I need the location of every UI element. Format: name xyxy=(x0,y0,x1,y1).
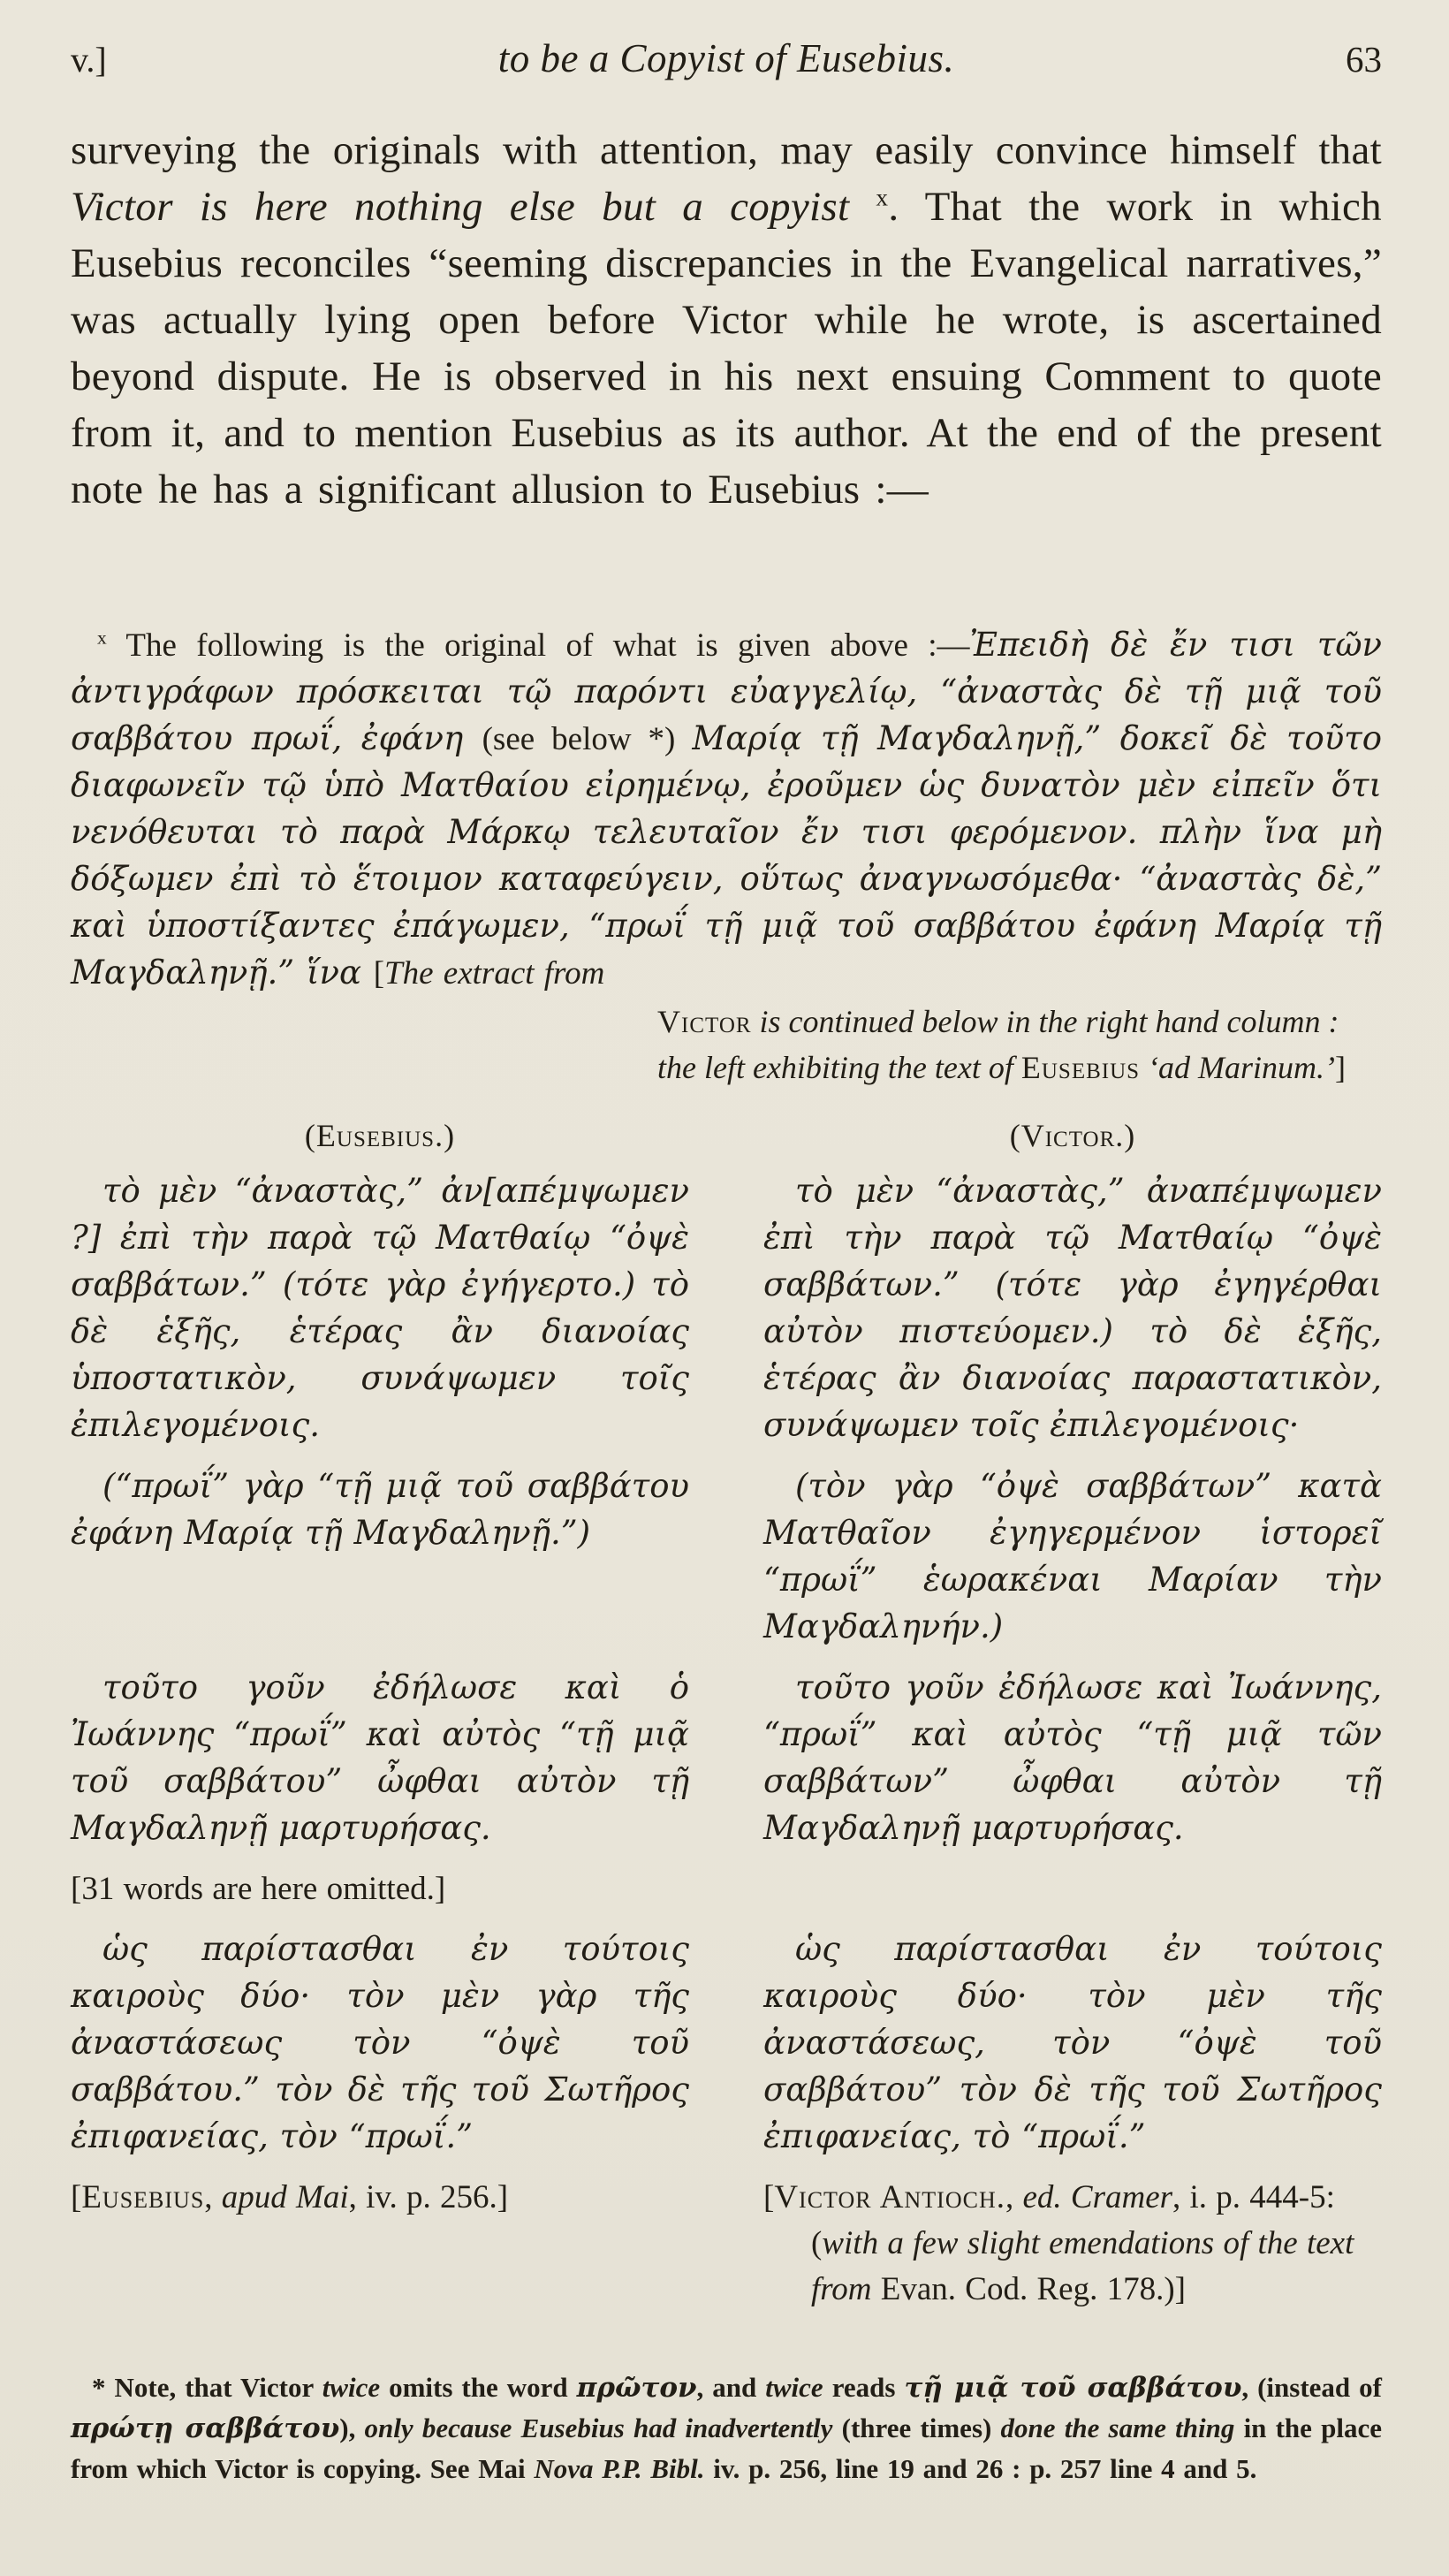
eusebius-cell xyxy=(71,1866,689,1912)
page-number: 63 xyxy=(1346,39,1382,80)
eusebius-cell: (“πρωΐ” γὰρ “τῇ μιᾷ τοῦ σαββάτου ἐφάνη Μαρίᾳ τῇ Μαγδαληνῇ.”) xyxy=(71,1467,689,1552)
footnote-x xyxy=(71,622,1382,1090)
comparison-row xyxy=(71,1168,1382,1449)
comparison-row xyxy=(71,1463,1382,1651)
parallel-columns xyxy=(71,1117,1382,2313)
footnote-star: * Note, that Victor twice omits the word πρῶτον, and twice reads τῇ μιᾷ τοῦ σαββάτου, (instead of πρώτῃ σαββάτου), only because Eusebius had inadvertently (three times) done the same thing in the place from which Victor is copying. See Mai Nova P.P. Bibl. iv. p. 256, line 19 and 26 : p. 257 line 4 and 5. xyxy=(71,2372,1383,2484)
victor-cell: τοῦτο γοῦν ἐδήλωσε καὶ Ἰωάννης, “πρωΐ” καὶ αὐτὸς “τῇ μιᾷ τῶν σαββάτων” ὦφθαι αὐτὸν τῇ Μαγδαληνῇ μαρτυρήσας. xyxy=(763,1668,1382,1847)
extract-continuation-note: Victor is continued below in the right hand column : the left exhibiting the text of Eusebius ‘ad Marinum.’] xyxy=(657,1004,1347,1085)
eusebius-cell: τὸ μὲν “ἀναστὰς,” ἀν[απέμψωμεν ?] ἐπὶ τὴν παρὰ τῷ Ματθαίῳ “ὀψὲ σαββάτων.” (τότε γὰρ ἐγήγερτο.) τὸ δὲ ἑξῆς, ἑτέρας ἂν διανοίας ὑποστατικὸν, συνάψωμεν τοῖς ἐπιλεγομένοις. xyxy=(71,1172,689,1444)
comparison-row-omitted xyxy=(71,1866,1382,1912)
victor-cell: τὸ μὲν “ἀναστὰς,” ἀναπέμψωμεν ἐπὶ τὴν παρὰ τῷ Ματθαίῳ “ὀψὲ σαββάτων.” (τότε γὰρ ἐγηγέρθαι αὐτὸν πιστεύομεν.) τὸ δὲ ἑξῆς, ἑτέρας ἂν διανοίας παραστατικὸν, συνάψωμεν τοῖς ἐπιλεγομένοις· xyxy=(763,1172,1382,1444)
page-header xyxy=(71,35,1382,81)
comparison-row xyxy=(71,1926,1382,2161)
victor-cell: (τὸν γὰρ “ὀψὲ σαββάτων” κατὰ Ματθαῖον ἐγηγερμένον ἱστορεῖ “πρωΐ” ἑωρακέναι Μαρίαν τὴν Μαγδαληνήν.) xyxy=(763,1467,1382,1645)
victor-citation: [Victor Antioch., ed. Cramer, i. p. 444-5: (with a few slight emendations of the text from Evan. Cod. Reg. 178.)] xyxy=(763,2179,1354,2307)
footnote-x-text: $^x$ The following is the original of what is given above :—Ἐπειδὴ δὲ ἔν τισι τῶν ἀντιγράφων πρόσκειται τῷ παρόντι εὐαγγελίῳ, “ἀναστὰς δὲ τῇ μιᾷ τοῦ σαββάτου πρωΐ, ἐφάνη (see below *) Μαρίᾳ τῇ Μαγδαληνῇ,” δοκεῖ δὲ τοῦτο διαφωνεῖν τῷ ὑπὸ Ματθαίου εἰρημένῳ, ἐροῦμεν ὡς δυνατὸν μὲν εἰπεῖν ὅτι νενόθευται τὸ παρὰ Μάρκῳ τελευταῖον ἔν τισι φερόμενον. πλὴν ἵνα μὴ δόξωμεν ἐπὶ τὸ ἕτοιμον καταφεύγειν, οὕτως ἀναγνωσόμεθα· “ἀναστὰς δὲ,” καὶ ὑποστίξαντες ἐπάγωμεν, “πρωΐ τῇ μιᾷ τοῦ σαββάτου ἐφάνη Μαρίᾳ τῇ Μαγδαληνῇ.” ἵνα [The extract from xyxy=(71,626,1382,992)
body-paragraph: surveying the originals with attention, may easily convince himself that Victor is here nothing else but a copyist $^x$. That the work in which Eusebius reconciles “seeming discrepancies in the Evangelical narratives,” was actually lying open before Victor while he wrote, is ascertained beyond dispute. He is observed in his next ensuing Comment to quote from it, and to mention Eusebius as its author. At the end of the present note he has a significant allusion to Eusebius :— xyxy=(71,127,1382,513)
omitted-words-note: [31 words are here omitted.] xyxy=(71,1871,446,1907)
eusebius-citation: [Eusebius, apud Mai, iv. p. 256.] xyxy=(71,2179,509,2215)
victor-cell: ὡς παρίστασθαι ἐν τούτοις καιροὺς δύο· τὸν μὲν τῆς ἀναστάσεως, τὸν “ὀψὲ τοῦ σαββάτου” τὸν δὲ τῆς τοῦ Σωτῆρος ἐπιφανείας, τὸ “πρωΐ.” xyxy=(763,1930,1382,2155)
chapter-signature: v.] xyxy=(71,40,107,80)
citation-row xyxy=(71,2175,1382,2313)
victor-column-heading: (Victor.) xyxy=(1009,1118,1136,1153)
eusebius-column-heading: (Eusebius.) xyxy=(304,1118,456,1153)
eusebius-cell: ὡς παρίστασθαι ἐν τούτοις καιροὺς δύο· τὸν μὲν γὰρ τῆς ἀναστάσεως τὸν “ὀψὲ τοῦ σαββάτου.” τὸν δὲ τῆς τοῦ Σωτῆρος ἐπιφανείας, τὸν “πρωΐ.” xyxy=(71,1930,689,2155)
comparison-row xyxy=(71,1665,1382,1852)
column-headings xyxy=(71,1117,1382,1154)
victor-cell xyxy=(763,1866,1382,1912)
running-title: to be a Copyist of Eusebius. xyxy=(497,36,955,80)
eusebius-cell: τοῦτο γοῦν ἐδήλωσε καὶ ὁ Ἰωάννης “πρωΐ” καὶ αὐτὸς “τῇ μιᾷ τοῦ σαββάτου” ὦφθαι αὐτὸν τῇ Μαγδαληνῇ μαρτυρήσας. xyxy=(71,1668,689,1847)
